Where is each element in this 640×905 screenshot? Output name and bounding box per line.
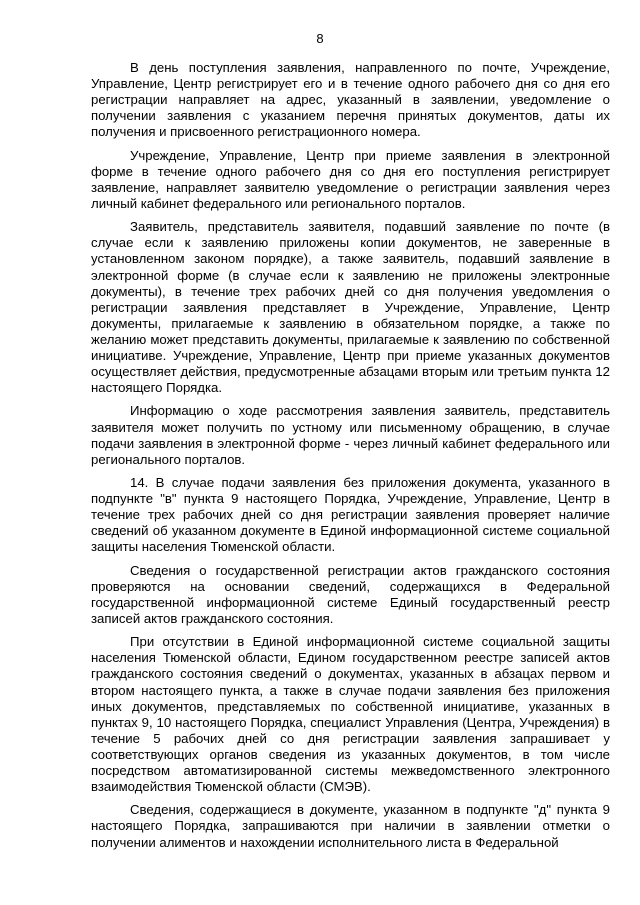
paragraph-electronic-registration: Учреждение, Управление, Центр при приеме заявления в электронной форме в течение одного рабочего дня со дня его поступления регистрирует заявление, направляет заявителю уведомление о регистрации заявления через личный кабинет федерального или регионального порталов.: [91, 147, 610, 211]
paragraph-item-14: 14. В случае подачи заявления без приложения документа, указанного в подпункте "в" пункта 9 настоящего Порядка, Учреждение, Управление, Центр в течение трех рабочих дней со дня регистрации заявления проверяет наличие сведений об указанном документе в Единой информационной системе социальной защиты населения Тюменской области.: [91, 475, 610, 555]
page-number: 8: [316, 31, 324, 46]
paragraph-applicant-documents: Заявитель, представитель заявителя, подавший заявление по почте (в случае если к заявлению приложены копии документов, не заверенные в установленном законом порядке), а также заявитель, подавший заявление в электронной форме (в случае если к заявлению не приложены электронные документы), в течение трех рабочих дней со дня получения уведомления о регистрации заявления представляет в Учреждение, Управление, Центр документы, прилагаемые к заявлению в обязательном порядке, а также по желанию может представить документы, прилагаемые к заявлению по собственной инициативе. Учреждение, Управление, Центр при приеме указанных документов осуществляет действия, предусмотренные абзацами вторым или третьим пункта 12 настоящего Порядка.: [91, 219, 610, 396]
paragraph-alimony-information: Сведения, содержащиеся в документе, указанном в подпункте "д" пункта 9 настоящего Порядка, запрашиваются при наличии в заявлении отметки о получении алиментов и нахождении исполнительного листа в Федеральной: [91, 802, 610, 850]
paragraph-mail-registration: В день поступления заявления, направленного по почте, Учреждение, Управление, Центр регистрирует его и в течение одного рабочего дня со дня его регистрации направляет на адрес, указанный в заявлении, уведомление о получении заявления с указанием перечня принятых документов, даты их получения и присвоенного регистрационного номера.: [91, 60, 610, 140]
paragraph-status-information: Информацию о ходе рассмотрения заявления заявитель, представитель заявителя может получить по устному или письменному обращению, в случае подачи заявления в электронной форме - через личный кабинет федерального или регионального порталов.: [91, 403, 610, 467]
document-body: [91, 60, 610, 858]
paragraph-interagency-requests: При отсутствии в Единой информационной системе социальной защиты населения Тюменской области, Едином государственном реестре записей актов гражданского состояния сведений о документах, указанных в абзацах первом и втором настоящего пункта, а также в случае подачи заявления без приложения иных документов, представляемых по собственной инициативе, указанных в пунктах 9, 10 настоящего Порядка, специалист Управления (Центра, Учреждения) в течение 5 рабочих дней со дня регистрации заявления запрашивает у соответствующих органов сведения из указанных документов, в том числе посредством автоматизированной системы межведомственного электронного взаимодействия Тюменской области (СМЭВ).: [91, 634, 610, 795]
paragraph-civil-status-records: Сведения о государственной регистрации актов гражданского состояния проверяются на основании сведений, содержащихся в Федеральной государственной информационной системе Единый государственный реестр записей актов гражданского состояния.: [91, 562, 610, 626]
